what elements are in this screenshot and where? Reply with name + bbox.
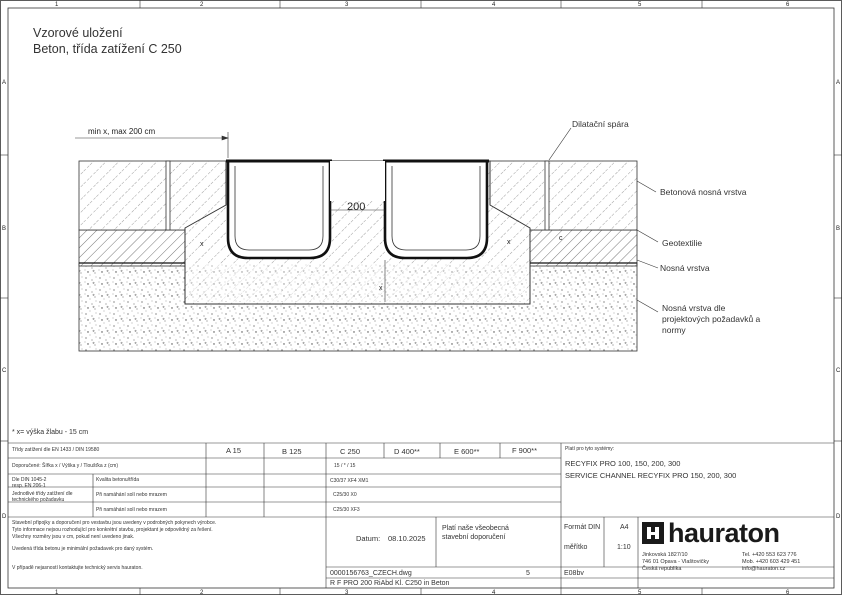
col-label-6-top: 6 xyxy=(786,2,790,8)
tb-valid-for: Platí pro tyto systémy: xyxy=(565,446,615,452)
centre-joint xyxy=(330,161,385,201)
col-label-2-top: 2 xyxy=(200,2,204,8)
channel-left xyxy=(226,161,332,258)
tb-scale-label: měřítko xyxy=(564,544,588,551)
x-mark-left: x xyxy=(200,241,204,248)
dimension-200-label: 200 xyxy=(347,201,366,213)
tb-note-4: Uvedená třída betonu je minimální požadavek pro daný systém. xyxy=(12,546,154,552)
col-label-3-bottom: 3 xyxy=(345,590,349,595)
drawing-title-line1: Vzorové uložení xyxy=(33,26,123,40)
tb-note-3: Všechny rozměry jsou v cm, pokud není uvedeno jinak. xyxy=(12,534,135,540)
hauraton-logo xyxy=(642,522,664,544)
tb-systems-1: RECYFIX PRO 100, 150, 200, 300 xyxy=(565,459,681,468)
callout-dilatacni-spara: Dilatační spára xyxy=(572,119,629,129)
tb-mob: Mob. +420 603 429 451 xyxy=(742,559,801,565)
tb-date-label: Datum: xyxy=(356,534,381,543)
tb-concrete-norm: Dle DIN 1045-2 resp. EN 206-1 xyxy=(12,477,47,489)
col-label-2-bottom: 2 xyxy=(200,590,204,595)
col-label-5-bottom: 5 xyxy=(638,590,642,595)
tb-valid-note-1: Platí naše všeobecná xyxy=(442,525,509,532)
row-label-d-left: D xyxy=(2,514,7,520)
col-label-1-top: 1 xyxy=(55,2,59,8)
brand-wordmark: hauraton xyxy=(668,518,780,548)
tb-email: info@hauraton.cz xyxy=(742,566,786,572)
tb-class-e600: E 600** xyxy=(454,447,480,456)
tb-dims-label: Doporučené: Šířka x / Výška y / Tloušťka z (cm) xyxy=(12,463,118,469)
row-label-c-right: C xyxy=(836,368,841,374)
row-label-b-left: B xyxy=(2,226,7,232)
tb-note-5: V případě nejasností kontaktujte technický servis hauraton. xyxy=(12,565,143,571)
tb-systems-2: SERVICE CHANNEL RECYFIX PRO 150, 200, 300 xyxy=(565,471,737,480)
row-label-d-right: D xyxy=(836,514,841,520)
callout-nosna-vrstva: Nosná vrstva xyxy=(660,263,710,273)
x-mark-centre: x xyxy=(379,285,383,292)
row-label-a-right: A xyxy=(836,80,841,86)
row-label-b-right: B xyxy=(836,226,841,232)
tb-format-label: Formát DIN xyxy=(564,524,601,531)
tb-valid-note-2: stavební doporučení xyxy=(442,534,506,541)
callout-nosna-vrstva-dle-1: Nosná vrstva dle xyxy=(662,303,726,313)
tb-revision: E08bv xyxy=(564,570,584,577)
col-label-1-bottom: 1 xyxy=(55,590,59,595)
col-label-4-top: 4 xyxy=(492,2,496,8)
tb-scale-value: 1:10 xyxy=(617,544,631,551)
col-label-5-top: 5 xyxy=(638,2,642,8)
tb-address-2: 746 01 Opava - Vlaštovičky xyxy=(642,559,709,565)
col-label-4-bottom: 4 xyxy=(492,590,496,595)
tb-tel: Tel. +420 553 623 776 xyxy=(742,552,797,558)
cross-section xyxy=(79,161,637,351)
tb-concrete-2-label: Při namáhání solí nebo mrazem xyxy=(96,492,167,498)
tb-class-d400: D 400** xyxy=(394,447,420,456)
tb-class-header: Třídy zatížení dle EN 1433 / DIN 19580 xyxy=(12,447,100,453)
col-label-3-top: 3 xyxy=(345,2,349,8)
callout-nosna-vrstva-dle-3: normy xyxy=(662,325,686,335)
tb-class-a15: A 15 xyxy=(226,446,242,455)
tb-dims-value: 15 / * / 15 xyxy=(334,463,356,469)
callout-betonova-nosna-vrstva: Betonová nosná vrstva xyxy=(660,187,747,197)
c-mark: c xyxy=(559,235,563,242)
callout-nosna-vrstva-dle-2: projektových požadavků a xyxy=(662,314,761,324)
dimension-min-label: min x, max 200 cm xyxy=(88,127,156,136)
drawing-title-line2: Beton, třída zatížení C 250 xyxy=(33,42,182,56)
tb-concrete-3-value: C25/30 XF3 xyxy=(333,507,360,513)
tb-concrete-1-label: Kvalita betonu/třída xyxy=(96,477,140,483)
channel-right xyxy=(383,161,489,258)
tb-date-value: 08.10.2025 xyxy=(388,534,426,543)
tb-left-small: Jednotlivé třídy zatížení dle technického požadavku xyxy=(12,491,73,503)
tb-class-f900: F 900** xyxy=(512,446,538,455)
tb-address-1: Jinkovská 1827/10 xyxy=(642,552,688,558)
row-label-c-left: C xyxy=(2,368,7,374)
x-mark-right: x xyxy=(507,239,511,246)
row-label-a-left: A xyxy=(2,80,7,86)
tb-class-b125: B 125 xyxy=(282,447,302,456)
tb-page-no: 5 xyxy=(526,570,530,577)
tb-concrete-1-value: C30/37 XF4 XM1 xyxy=(330,478,369,484)
tb-note-1: Stavební připojky a doporučení pro vestavbu jsou uvedeny v podrobných pokynech výrobce. xyxy=(12,520,217,526)
tb-format-value: A4 xyxy=(620,524,629,531)
expansion-joint-right xyxy=(545,161,549,230)
expansion-joint-left xyxy=(166,161,170,230)
tb-concrete-3-label: Při namáhání solí nebo mrazem xyxy=(96,507,167,513)
tb-address-3: Česká republika xyxy=(642,566,682,572)
tb-drawing-name: R F PRO 200 RiAbd Kl. C250 in Beton xyxy=(330,580,450,587)
callout-geotextilie: Geotextilie xyxy=(662,238,703,248)
col-label-6-bottom: 6 xyxy=(786,590,790,595)
tb-class-c250: C 250 xyxy=(340,447,361,456)
drawing-title xyxy=(33,25,182,57)
tb-note-2: Tyto informace nejsou rozhodující pro konkrétní stavbu, projektant je odpovědný za řešení. xyxy=(12,527,213,533)
footnote: * x= výška žlabu - 15 cm xyxy=(12,429,89,436)
tb-doc-id: 0000156763_CZECH.dwg xyxy=(330,570,412,577)
tb-concrete-2-value: C25/30 X0 xyxy=(333,492,357,498)
